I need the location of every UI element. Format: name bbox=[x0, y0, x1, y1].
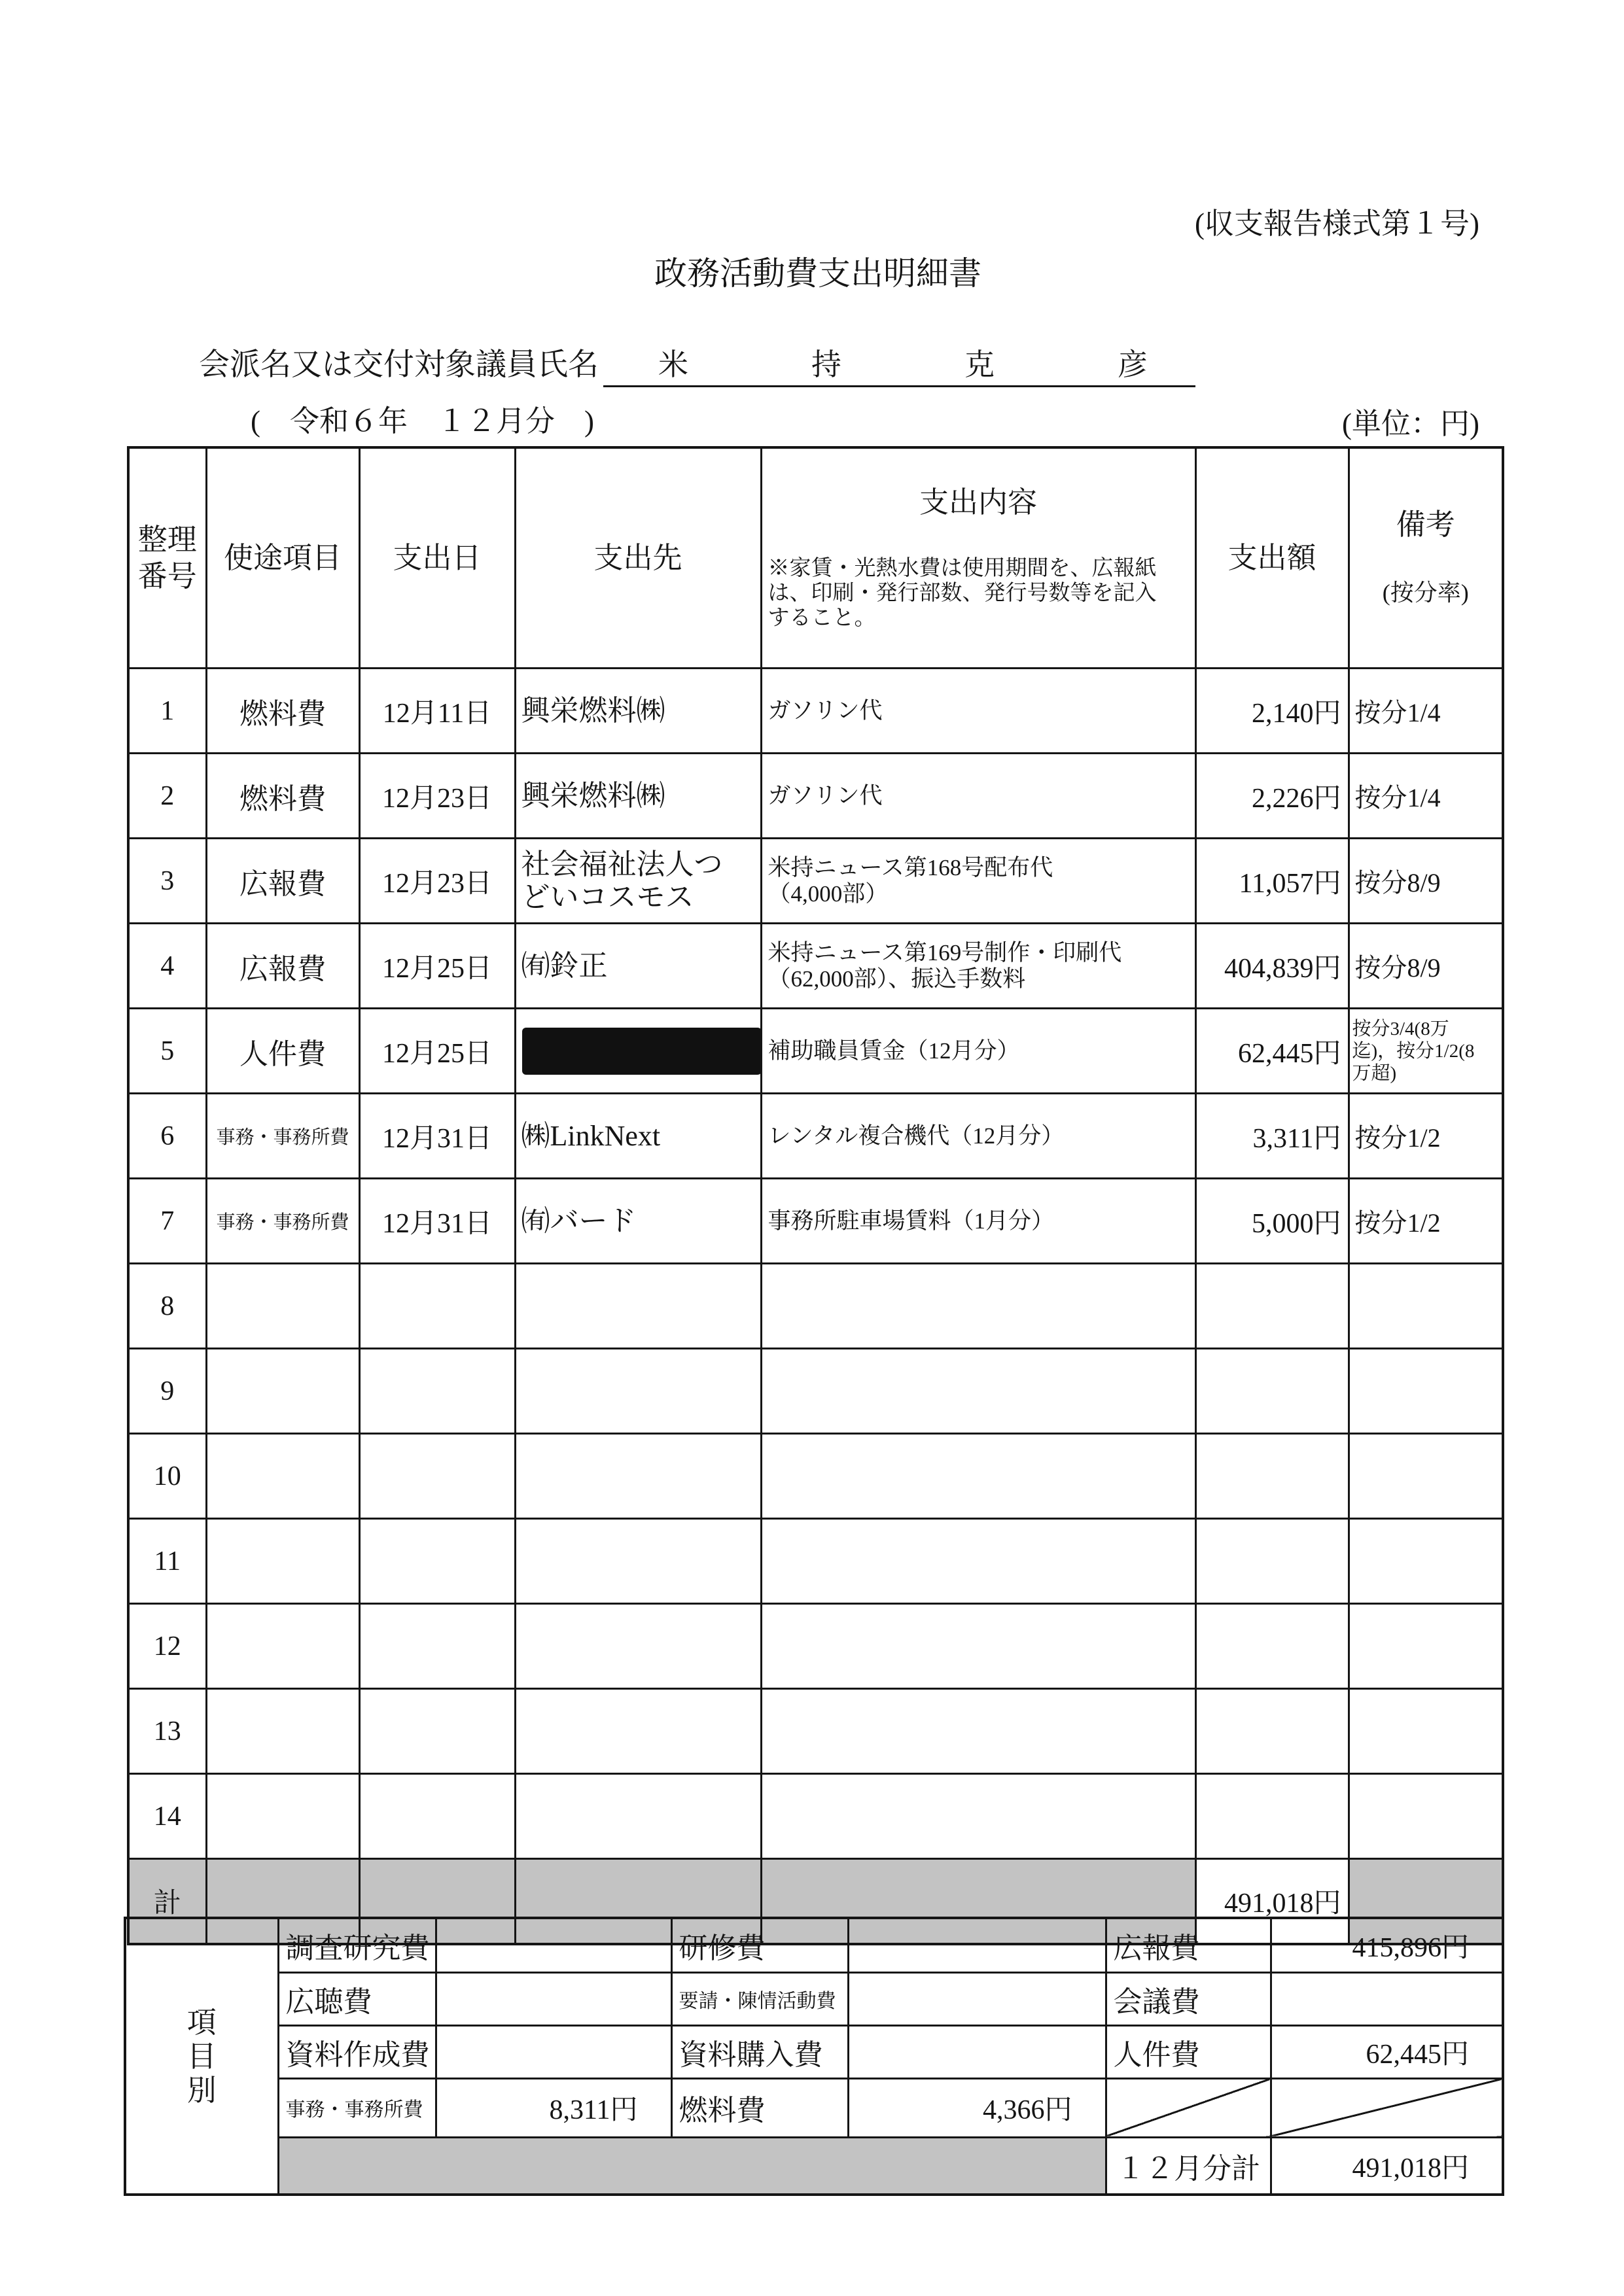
expense-date bbox=[359, 1434, 515, 1519]
expense-amount: 11,057円 bbox=[1195, 839, 1349, 924]
currency-unit: (単位：円) bbox=[1342, 408, 1479, 440]
usage-category: 広報費 bbox=[206, 924, 359, 1009]
header-remarks bbox=[1349, 447, 1503, 669]
summary-side-label-text: 項目別 bbox=[186, 2006, 217, 2107]
remarks: 按分1/4 bbox=[1349, 754, 1503, 839]
expense-amount: 2,140円 bbox=[1195, 669, 1349, 754]
remarks bbox=[1349, 1689, 1503, 1774]
summary-item-label: 人件費 bbox=[1106, 2025, 1271, 2078]
payee: ㈱LinkNext bbox=[515, 1094, 761, 1179]
document-title: 政務活動費支出明細書 bbox=[654, 255, 981, 292]
row-number: 14 bbox=[128, 1774, 206, 1859]
summary-item-amount bbox=[848, 1972, 1106, 2025]
expense-description: 米持ニュース第168号配布代 （4,000部） bbox=[761, 839, 1195, 924]
remarks: 按分8/9 bbox=[1349, 839, 1503, 924]
expense-amount bbox=[1195, 1774, 1349, 1859]
summary-total-row bbox=[125, 2137, 1503, 2195]
summary-item-label: 広聴費 bbox=[278, 1972, 436, 2025]
remarks bbox=[1349, 1434, 1503, 1519]
table-row bbox=[128, 1179, 1503, 1264]
remarks bbox=[1349, 1264, 1503, 1349]
month-total-amount: 491,018円 bbox=[1271, 2137, 1503, 2195]
expense-date: 12月25日 bbox=[359, 924, 515, 1009]
header-remarks-sublabel: (按分率) bbox=[1382, 580, 1469, 606]
summary-item-label: 資料作成費 bbox=[278, 2025, 436, 2078]
expense-date bbox=[359, 1774, 515, 1859]
usage-category bbox=[206, 1349, 359, 1434]
row-number: 7 bbox=[128, 1179, 206, 1264]
expense-amount bbox=[1195, 1349, 1349, 1434]
payee: 興栄燃料㈱ bbox=[515, 754, 761, 839]
row-number: 10 bbox=[128, 1434, 206, 1519]
remarks: 按分1/2 bbox=[1349, 1094, 1503, 1179]
remarks bbox=[1349, 1604, 1503, 1689]
payee: ㈲バード bbox=[515, 1179, 761, 1264]
form-number: (収支報告様式第１号) bbox=[1195, 207, 1479, 240]
row-number: 11 bbox=[128, 1519, 206, 1604]
row-number: 2 bbox=[128, 754, 206, 839]
summary-row bbox=[125, 2025, 1503, 2078]
expense-date: 12月23日 bbox=[359, 754, 515, 839]
usage-category bbox=[206, 1689, 359, 1774]
remarks: 按分3/4(8万 迄)，按分1/2(8 万超) bbox=[1349, 1009, 1503, 1094]
summary-item-amount bbox=[848, 2025, 1106, 2078]
payee bbox=[515, 1009, 761, 1094]
remarks bbox=[1349, 1519, 1503, 1604]
usage-category: 人件費 bbox=[206, 1009, 359, 1094]
expense-amount: 5,000円 bbox=[1195, 1179, 1349, 1264]
header-serial-number bbox=[128, 447, 206, 669]
summary-item-amount: 8,311円 bbox=[436, 2078, 671, 2137]
expense-amount: 3,311円 bbox=[1195, 1094, 1349, 1179]
expense-description bbox=[761, 1689, 1195, 1774]
row-number: 4 bbox=[128, 924, 206, 1009]
expense-date: 12月23日 bbox=[359, 839, 515, 924]
member-name: 米持克彦 bbox=[658, 348, 1271, 381]
payee: 社会福祉法人つ どいコスモス bbox=[515, 839, 761, 924]
table-header-row bbox=[128, 447, 1503, 669]
expense-amount bbox=[1195, 1519, 1349, 1604]
expense-description: ガソリン代 bbox=[761, 754, 1195, 839]
summary-item-label: 事務・事務所費 bbox=[278, 2078, 436, 2137]
expense-date bbox=[359, 1689, 515, 1774]
summary-table bbox=[124, 1917, 1504, 2196]
row-number: 3 bbox=[128, 839, 206, 924]
summary-item-amount: 62,445円 bbox=[1271, 2025, 1503, 2078]
expense-description bbox=[761, 1434, 1195, 1519]
expense-description bbox=[761, 1519, 1195, 1604]
table-row bbox=[128, 1009, 1503, 1094]
table-row bbox=[128, 1689, 1503, 1774]
row-number: 1 bbox=[128, 669, 206, 754]
expense-description bbox=[761, 1264, 1195, 1349]
header-description-note: ※家賃・光熱水費は使用期間を、広報紙 は、印刷・発行部数、発行号数等を記入 すること。 bbox=[768, 557, 1157, 630]
row-number: 5 bbox=[128, 1009, 206, 1094]
expense-description: 米持ニュース第169号制作・印刷代 （62,000部）、振込手数料 bbox=[761, 924, 1195, 1009]
row-number: 12 bbox=[128, 1604, 206, 1689]
table-row bbox=[128, 839, 1503, 924]
table-row bbox=[128, 1774, 1503, 1859]
usage-category: 事務・事務所費 bbox=[206, 1179, 359, 1264]
expense-table bbox=[127, 446, 1504, 1945]
expense-amount bbox=[1195, 1689, 1349, 1774]
expense-description bbox=[761, 1774, 1195, 1859]
expense-amount bbox=[1195, 1434, 1349, 1519]
summary-item-amount bbox=[848, 1918, 1106, 1972]
expense-date bbox=[359, 1264, 515, 1349]
remarks: 按分1/2 bbox=[1349, 1179, 1503, 1264]
expense-description: 事務所駐車場賃料（1月分） bbox=[761, 1179, 1195, 1264]
row-number: 9 bbox=[128, 1349, 206, 1434]
summary-item-amount bbox=[1271, 1972, 1503, 2025]
table-row bbox=[128, 1434, 1503, 1519]
header-date: 支出日 bbox=[359, 447, 515, 669]
payee bbox=[515, 1604, 761, 1689]
usage-category: 燃料費 bbox=[206, 754, 359, 839]
expense-amount bbox=[1195, 1264, 1349, 1349]
summary-blank-shaded bbox=[278, 2137, 1106, 2195]
summary-item-label: 燃料費 bbox=[671, 2078, 848, 2137]
payee: 興栄燃料㈱ bbox=[515, 669, 761, 754]
diagonal-blank-cell bbox=[1271, 2078, 1503, 2137]
expense-date: 12月11日 bbox=[359, 669, 515, 754]
payee bbox=[515, 1349, 761, 1434]
expense-amount bbox=[1195, 1604, 1349, 1689]
summary-item-label: 研修費 bbox=[671, 1918, 848, 1972]
expense-amount: 62,445円 bbox=[1195, 1009, 1349, 1094]
expense-description: ガソリン代 bbox=[761, 669, 1195, 754]
usage-category bbox=[206, 1519, 359, 1604]
payee: ㈲鈴正 bbox=[515, 924, 761, 1009]
table-row bbox=[128, 924, 1503, 1009]
expense-date bbox=[359, 1349, 515, 1434]
summary-item-label: 資料購入費 bbox=[671, 2025, 848, 2078]
summary-item-label: 会議費 bbox=[1106, 1972, 1271, 2025]
expense-date: 12月31日 bbox=[359, 1179, 515, 1264]
row-number: 8 bbox=[128, 1264, 206, 1349]
remarks bbox=[1349, 1774, 1503, 1859]
usage-category: 広報費 bbox=[206, 839, 359, 924]
expense-description bbox=[761, 1604, 1195, 1689]
table-row bbox=[128, 1604, 1503, 1689]
header-remarks-label: 備考 bbox=[1396, 508, 1455, 541]
usage-category: 燃料費 bbox=[206, 669, 359, 754]
header-payee: 支出先 bbox=[515, 447, 761, 669]
usage-category bbox=[206, 1774, 359, 1859]
expense-description: 補助職員賃金（12月分） bbox=[761, 1009, 1195, 1094]
header-amount: 支出額 bbox=[1195, 447, 1349, 669]
payee bbox=[515, 1434, 761, 1519]
member-label: 会派名又は交付対象議員氏名 bbox=[199, 348, 599, 382]
summary-item-amount bbox=[436, 2025, 671, 2078]
usage-category bbox=[206, 1264, 359, 1349]
usage-category bbox=[206, 1604, 359, 1689]
summary-row bbox=[125, 1918, 1503, 1972]
table-row bbox=[128, 669, 1503, 754]
summary-item-amount: 4,366円 bbox=[848, 2078, 1106, 2137]
summary-row bbox=[125, 2078, 1503, 2137]
remarks bbox=[1349, 1349, 1503, 1434]
total-amount: 491,018円 bbox=[1195, 1859, 1349, 1944]
summary-item-amount bbox=[436, 1972, 671, 2025]
header-category: 使途項目 bbox=[206, 447, 359, 669]
expense-date bbox=[359, 1604, 515, 1689]
summary-item-label: 広報費 bbox=[1106, 1918, 1271, 1972]
remarks: 按分8/9 bbox=[1349, 924, 1503, 1009]
header-serial-number-label: 整理番号 bbox=[137, 523, 197, 593]
table-row bbox=[128, 1094, 1503, 1179]
table-row bbox=[128, 754, 1503, 839]
expense-date: 12月25日 bbox=[359, 1009, 515, 1094]
table-row bbox=[128, 1349, 1503, 1434]
expense-amount: 2,226円 bbox=[1195, 754, 1349, 839]
expense-description bbox=[761, 1349, 1195, 1434]
payee bbox=[515, 1689, 761, 1774]
table-row bbox=[128, 1519, 1503, 1604]
summary-item-label: 要請・陳情活動費 bbox=[671, 1972, 848, 2025]
row-number: 13 bbox=[128, 1689, 206, 1774]
summary-side-label bbox=[125, 1918, 278, 2195]
diagonal-blank-cell bbox=[1106, 2078, 1271, 2137]
expense-date: 12月31日 bbox=[359, 1094, 515, 1179]
usage-category bbox=[206, 1434, 359, 1519]
redaction-box bbox=[522, 1028, 762, 1075]
name-underline bbox=[603, 385, 1195, 387]
expense-amount: 404,839円 bbox=[1195, 924, 1349, 1009]
header-description-label: 支出内容 bbox=[919, 486, 1037, 519]
expense-description: レンタル複合機代（12月分） bbox=[761, 1094, 1195, 1179]
payee bbox=[515, 1264, 761, 1349]
summary-item-amount bbox=[436, 1918, 671, 1972]
expense-date bbox=[359, 1519, 515, 1604]
month-total-label: １２月分計 bbox=[1106, 2137, 1271, 2195]
summary-row bbox=[125, 1972, 1503, 2025]
payee bbox=[515, 1774, 761, 1859]
total-label: 計 bbox=[128, 1859, 206, 1944]
remarks: 按分1/4 bbox=[1349, 669, 1503, 754]
usage-category: 事務・事務所費 bbox=[206, 1094, 359, 1179]
summary-item-label: 調査研究費 bbox=[278, 1918, 436, 1972]
report-period: ( 令和６年 １２月分 ) bbox=[251, 405, 594, 438]
header-description bbox=[761, 447, 1195, 669]
summary-item-amount: 415,896円 bbox=[1271, 1918, 1503, 1972]
table-row bbox=[128, 1264, 1503, 1349]
row-number: 6 bbox=[128, 1094, 206, 1179]
payee bbox=[515, 1519, 761, 1604]
